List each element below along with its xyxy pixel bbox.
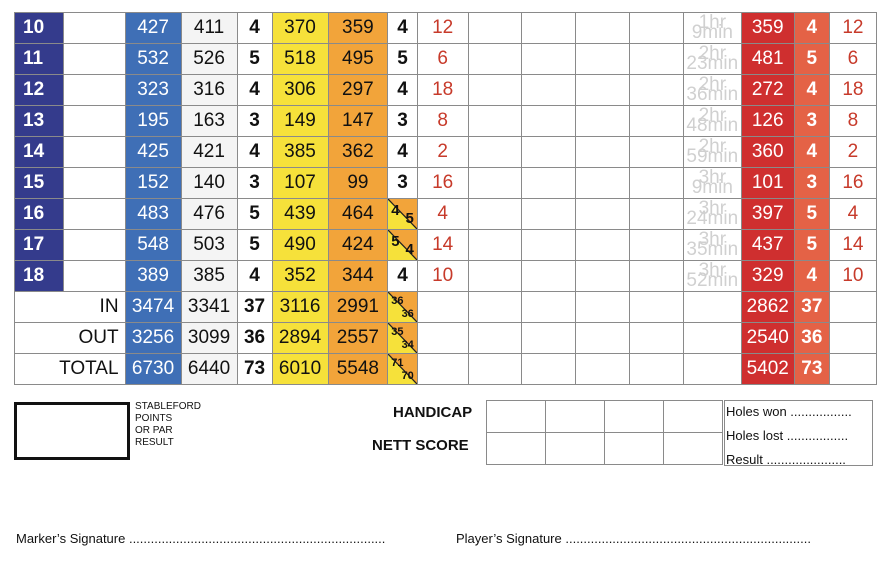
handicap-label: HANDICAP: [393, 404, 473, 421]
stroke-index: 2: [417, 137, 468, 168]
par-alt: 3: [388, 106, 418, 137]
player-signature[interactable]: Player’s Signature ....................................................................: [456, 531, 811, 546]
par-total: 73: [237, 354, 272, 385]
score-cell[interactable]: [576, 354, 630, 385]
score-cell[interactable]: [522, 323, 576, 354]
scorecard-grid: [14, 12, 877, 385]
pace-time: 2hr 48min: [684, 106, 742, 137]
par: 3: [237, 106, 272, 137]
nett-cell[interactable]: [487, 433, 546, 465]
par: 4: [237, 137, 272, 168]
par-total: 36: [237, 323, 272, 354]
red-tee-yards: 329: [741, 261, 794, 292]
blue-tee-yards: 548: [125, 230, 181, 261]
score-cell[interactable]: [576, 44, 630, 75]
par-men: 4: [391, 202, 400, 219]
score-cell[interactable]: [468, 75, 522, 106]
par-ladies: 5: [405, 210, 414, 227]
score-cell[interactable]: [64, 261, 125, 292]
score-cell[interactable]: [64, 230, 125, 261]
red-tee-yards: 101: [741, 168, 794, 199]
score-cell[interactable]: [576, 230, 630, 261]
score-cell[interactable]: [576, 168, 630, 199]
score-cell[interactable]: [468, 354, 522, 385]
pace-time: 1hr 9min: [684, 13, 742, 44]
score-cell[interactable]: [630, 13, 684, 44]
yellow-tee-yards: 352: [272, 261, 328, 292]
red-total: 2540: [741, 323, 794, 354]
hole-row: [15, 261, 877, 292]
score-cell[interactable]: [829, 354, 876, 385]
blue-total: 6730: [125, 354, 181, 385]
red-stroke-index: 10: [829, 261, 876, 292]
blue-tee-yards: 532: [125, 44, 181, 75]
hole-number: 13: [15, 106, 64, 137]
hole-row: [15, 44, 877, 75]
score-cell[interactable]: [522, 168, 576, 199]
score-cell[interactable]: [468, 323, 522, 354]
score-cell[interactable]: [522, 230, 576, 261]
yellow-tee-yards: 385: [272, 137, 328, 168]
score-cell[interactable]: [630, 230, 684, 261]
score-cell[interactable]: [630, 75, 684, 106]
score-cell[interactable]: [417, 354, 468, 385]
par-men: 5: [391, 233, 400, 250]
hole-row: [15, 168, 877, 199]
nett-cell[interactable]: [605, 433, 664, 465]
score-cell[interactable]: [630, 354, 684, 385]
score-cell[interactable]: [64, 106, 125, 137]
par: 3: [237, 168, 272, 199]
red-total: 5402: [741, 354, 794, 385]
score-cell[interactable]: [576, 106, 630, 137]
par-total: 37: [237, 292, 272, 323]
hole-row: [15, 137, 877, 168]
pace-time: 3hr 52min: [684, 261, 742, 292]
score-cell[interactable]: [468, 261, 522, 292]
hole-number: 14: [15, 137, 64, 168]
yellow-tee-yards: 439: [272, 199, 328, 230]
blue-tee-yards: 152: [125, 168, 181, 199]
stroke-index: 8: [417, 106, 468, 137]
score-cell[interactable]: [522, 261, 576, 292]
score-cell[interactable]: [576, 323, 630, 354]
pace-time: 3hr 24min: [684, 199, 742, 230]
totals-label: TOTAL: [15, 354, 126, 385]
nett-cell[interactable]: [664, 433, 723, 465]
par-men: 36: [391, 295, 404, 307]
par-alt: 5: [388, 44, 418, 75]
red-par: 3: [794, 106, 829, 137]
blue-total: 3256: [125, 323, 181, 354]
yellow-tee-yards: 490: [272, 230, 328, 261]
nett-score-label: NETT SCORE: [372, 437, 469, 454]
hole-row: [15, 199, 877, 230]
red-tee-yards: 126: [741, 106, 794, 137]
pace-time: 3hr 35min: [684, 230, 742, 261]
score-cell[interactable]: [522, 75, 576, 106]
score-cell[interactable]: [64, 168, 125, 199]
blue-tee-yards: 195: [125, 106, 181, 137]
white-tee-yards: 411: [181, 13, 237, 44]
red-stroke-index: 2: [829, 137, 876, 168]
white-tee-yards: 526: [181, 44, 237, 75]
white-tee-yards: 140: [181, 168, 237, 199]
holes-lost[interactable]: Holes lost .................: [726, 428, 849, 443]
white-tee-yards: 421: [181, 137, 237, 168]
score-cell[interactable]: [64, 199, 125, 230]
score-cell[interactable]: [576, 199, 630, 230]
orange-tee-yards: 147: [328, 106, 388, 137]
score-cell[interactable]: [468, 106, 522, 137]
orange-tee-yards: 359: [328, 13, 388, 44]
score-cell[interactable]: [576, 261, 630, 292]
red-par: 4: [794, 261, 829, 292]
orange-total: 2557: [328, 323, 388, 354]
score-cell[interactable]: [64, 137, 125, 168]
par: 5: [237, 44, 272, 75]
par: 5: [237, 230, 272, 261]
marker-signature[interactable]: Marker’s Signature .......................................................................: [16, 531, 386, 546]
par-split-cell: [388, 230, 418, 261]
score-cell[interactable]: [684, 354, 742, 385]
score-cell[interactable]: [576, 75, 630, 106]
orange-tee-yards: 344: [328, 261, 388, 292]
stableford-label: STABLEFORD POINTS OR PAR RESULT: [135, 401, 201, 448]
score-cell[interactable]: [468, 292, 522, 323]
par-ladies: 70: [401, 370, 414, 382]
blue-tee-yards: 425: [125, 137, 181, 168]
red-par: 4: [794, 13, 829, 44]
totals-row: [15, 323, 877, 354]
pace-time: 2hr 36min: [684, 75, 742, 106]
score-cell[interactable]: [522, 106, 576, 137]
orange-tee-yards: 99: [328, 168, 388, 199]
red-tee-yards: 360: [741, 137, 794, 168]
red-par: 4: [794, 75, 829, 106]
red-par: 4: [794, 137, 829, 168]
par-men: 71: [391, 357, 404, 369]
score-cell[interactable]: [522, 44, 576, 75]
hole-row: [15, 106, 877, 137]
score-cell[interactable]: [468, 230, 522, 261]
score-cell[interactable]: [64, 13, 125, 44]
result[interactable]: Result ......................: [726, 452, 846, 467]
par: 4: [237, 261, 272, 292]
white-tee-yards: 316: [181, 75, 237, 106]
score-cell[interactable]: [829, 323, 876, 354]
orange-tee-yards: 297: [328, 75, 388, 106]
hole-row: [15, 13, 877, 44]
yellow-total: 3116: [272, 292, 328, 323]
score-cell[interactable]: [468, 44, 522, 75]
score-cell[interactable]: [684, 292, 742, 323]
pace-time: 2hr 59min: [684, 137, 742, 168]
par-alt: 4: [388, 261, 418, 292]
handicap-cell[interactable]: [546, 401, 605, 433]
orange-tee-yards: 495: [328, 44, 388, 75]
red-tee-yards: 481: [741, 44, 794, 75]
stroke-index: 16: [417, 168, 468, 199]
par-split-cell: [388, 354, 418, 385]
handicap-grid: [486, 400, 723, 465]
red-par: 5: [794, 199, 829, 230]
red-par-total: 73: [794, 354, 829, 385]
score-cell[interactable]: [630, 261, 684, 292]
hole-number: 10: [15, 13, 64, 44]
stroke-index: 10: [417, 261, 468, 292]
score-cell[interactable]: [630, 106, 684, 137]
hole-number: 12: [15, 75, 64, 106]
score-cell[interactable]: [576, 13, 630, 44]
handicap-cell[interactable]: [487, 401, 546, 433]
par-split-cell: [388, 199, 418, 230]
stroke-index: 6: [417, 44, 468, 75]
par: 5: [237, 199, 272, 230]
white-total: 3099: [181, 323, 237, 354]
red-stroke-index: 8: [829, 106, 876, 137]
handicap-cell[interactable]: [605, 401, 664, 433]
orange-total: 2991: [328, 292, 388, 323]
score-cell[interactable]: [468, 13, 522, 44]
yellow-tee-yards: 518: [272, 44, 328, 75]
score-cell[interactable]: [630, 137, 684, 168]
blue-tee-yards: 427: [125, 13, 181, 44]
yellow-tee-yards: 370: [272, 13, 328, 44]
par-alt: 4: [388, 75, 418, 106]
score-cell[interactable]: [522, 137, 576, 168]
holes-won[interactable]: Holes won .................: [726, 404, 852, 419]
yellow-tee-yards: 306: [272, 75, 328, 106]
par-ladies: 36: [401, 308, 414, 320]
stroke-index: 18: [417, 75, 468, 106]
yellow-total: 2894: [272, 323, 328, 354]
par-split-cell: [388, 323, 418, 354]
par-alt: 3: [388, 168, 418, 199]
score-cell[interactable]: [468, 168, 522, 199]
totals-label: OUT: [15, 323, 126, 354]
score-cell[interactable]: [630, 168, 684, 199]
score-cell[interactable]: [576, 137, 630, 168]
red-par-total: 36: [794, 323, 829, 354]
score-cell[interactable]: [522, 13, 576, 44]
red-stroke-index: 4: [829, 199, 876, 230]
red-stroke-index: 16: [829, 168, 876, 199]
yellow-total: 6010: [272, 354, 328, 385]
red-tee-yards: 437: [741, 230, 794, 261]
blue-tee-yards: 389: [125, 261, 181, 292]
red-total: 2862: [741, 292, 794, 323]
white-tee-yards: 163: [181, 106, 237, 137]
score-cell[interactable]: [576, 292, 630, 323]
orange-total: 5548: [328, 354, 388, 385]
pace-time: 2hr 23min: [684, 44, 742, 75]
blue-tee-yards: 483: [125, 199, 181, 230]
score-cell[interactable]: [522, 199, 576, 230]
score-cell[interactable]: [630, 292, 684, 323]
hole-row: [15, 230, 877, 261]
score-cell[interactable]: [64, 44, 125, 75]
yellow-tee-yards: 107: [272, 168, 328, 199]
par-alt: 4: [388, 13, 418, 44]
score-cell[interactable]: [829, 292, 876, 323]
stroke-index: 4: [417, 199, 468, 230]
score-cell[interactable]: [417, 323, 468, 354]
red-par: 3: [794, 168, 829, 199]
score-cell[interactable]: [468, 199, 522, 230]
hole-number: 17: [15, 230, 64, 261]
totals-row: [15, 292, 877, 323]
red-par: 5: [794, 230, 829, 261]
red-tee-yards: 272: [741, 75, 794, 106]
par: 4: [237, 13, 272, 44]
stroke-index: 14: [417, 230, 468, 261]
totals-row: [15, 354, 877, 385]
orange-tee-yards: 362: [328, 137, 388, 168]
par-ladies: 34: [401, 339, 414, 351]
par-men: 35: [391, 326, 404, 338]
red-stroke-index: 18: [829, 75, 876, 106]
blue-tee-yards: 323: [125, 75, 181, 106]
orange-tee-yards: 464: [328, 199, 388, 230]
yellow-tee-yards: 149: [272, 106, 328, 137]
white-total: 6440: [181, 354, 237, 385]
score-cell[interactable]: [630, 323, 684, 354]
score-cell[interactable]: [522, 354, 576, 385]
hole-number: 11: [15, 44, 64, 75]
totals-label: IN: [15, 292, 126, 323]
white-total: 3341: [181, 292, 237, 323]
hole-number: 15: [15, 168, 64, 199]
red-stroke-index: 6: [829, 44, 876, 75]
stableford-box[interactable]: [14, 402, 130, 460]
blue-total: 3474: [125, 292, 181, 323]
red-stroke-index: 14: [829, 230, 876, 261]
score-cell[interactable]: [468, 137, 522, 168]
hole-row: [15, 75, 877, 106]
pace-time: 3hr 9min: [684, 168, 742, 199]
handicap-cell[interactable]: [664, 401, 723, 433]
score-cell[interactable]: [684, 323, 742, 354]
par-ladies: 4: [405, 241, 414, 258]
white-tee-yards: 476: [181, 199, 237, 230]
hole-number: 16: [15, 199, 64, 230]
score-cell[interactable]: [522, 292, 576, 323]
red-tee-yards: 397: [741, 199, 794, 230]
par: 4: [237, 75, 272, 106]
par-alt: 4: [388, 137, 418, 168]
score-cell[interactable]: [64, 75, 125, 106]
stroke-index: 12: [417, 13, 468, 44]
score-cell[interactable]: [630, 199, 684, 230]
score-cell[interactable]: [630, 44, 684, 75]
red-stroke-index: 12: [829, 13, 876, 44]
orange-tee-yards: 424: [328, 230, 388, 261]
hole-number: 18: [15, 261, 64, 292]
white-tee-yards: 503: [181, 230, 237, 261]
red-par: 5: [794, 44, 829, 75]
score-cell[interactable]: [417, 292, 468, 323]
red-par-total: 37: [794, 292, 829, 323]
red-tee-yards: 359: [741, 13, 794, 44]
white-tee-yards: 385: [181, 261, 237, 292]
par-split-cell: [388, 292, 418, 323]
nett-cell[interactable]: [546, 433, 605, 465]
